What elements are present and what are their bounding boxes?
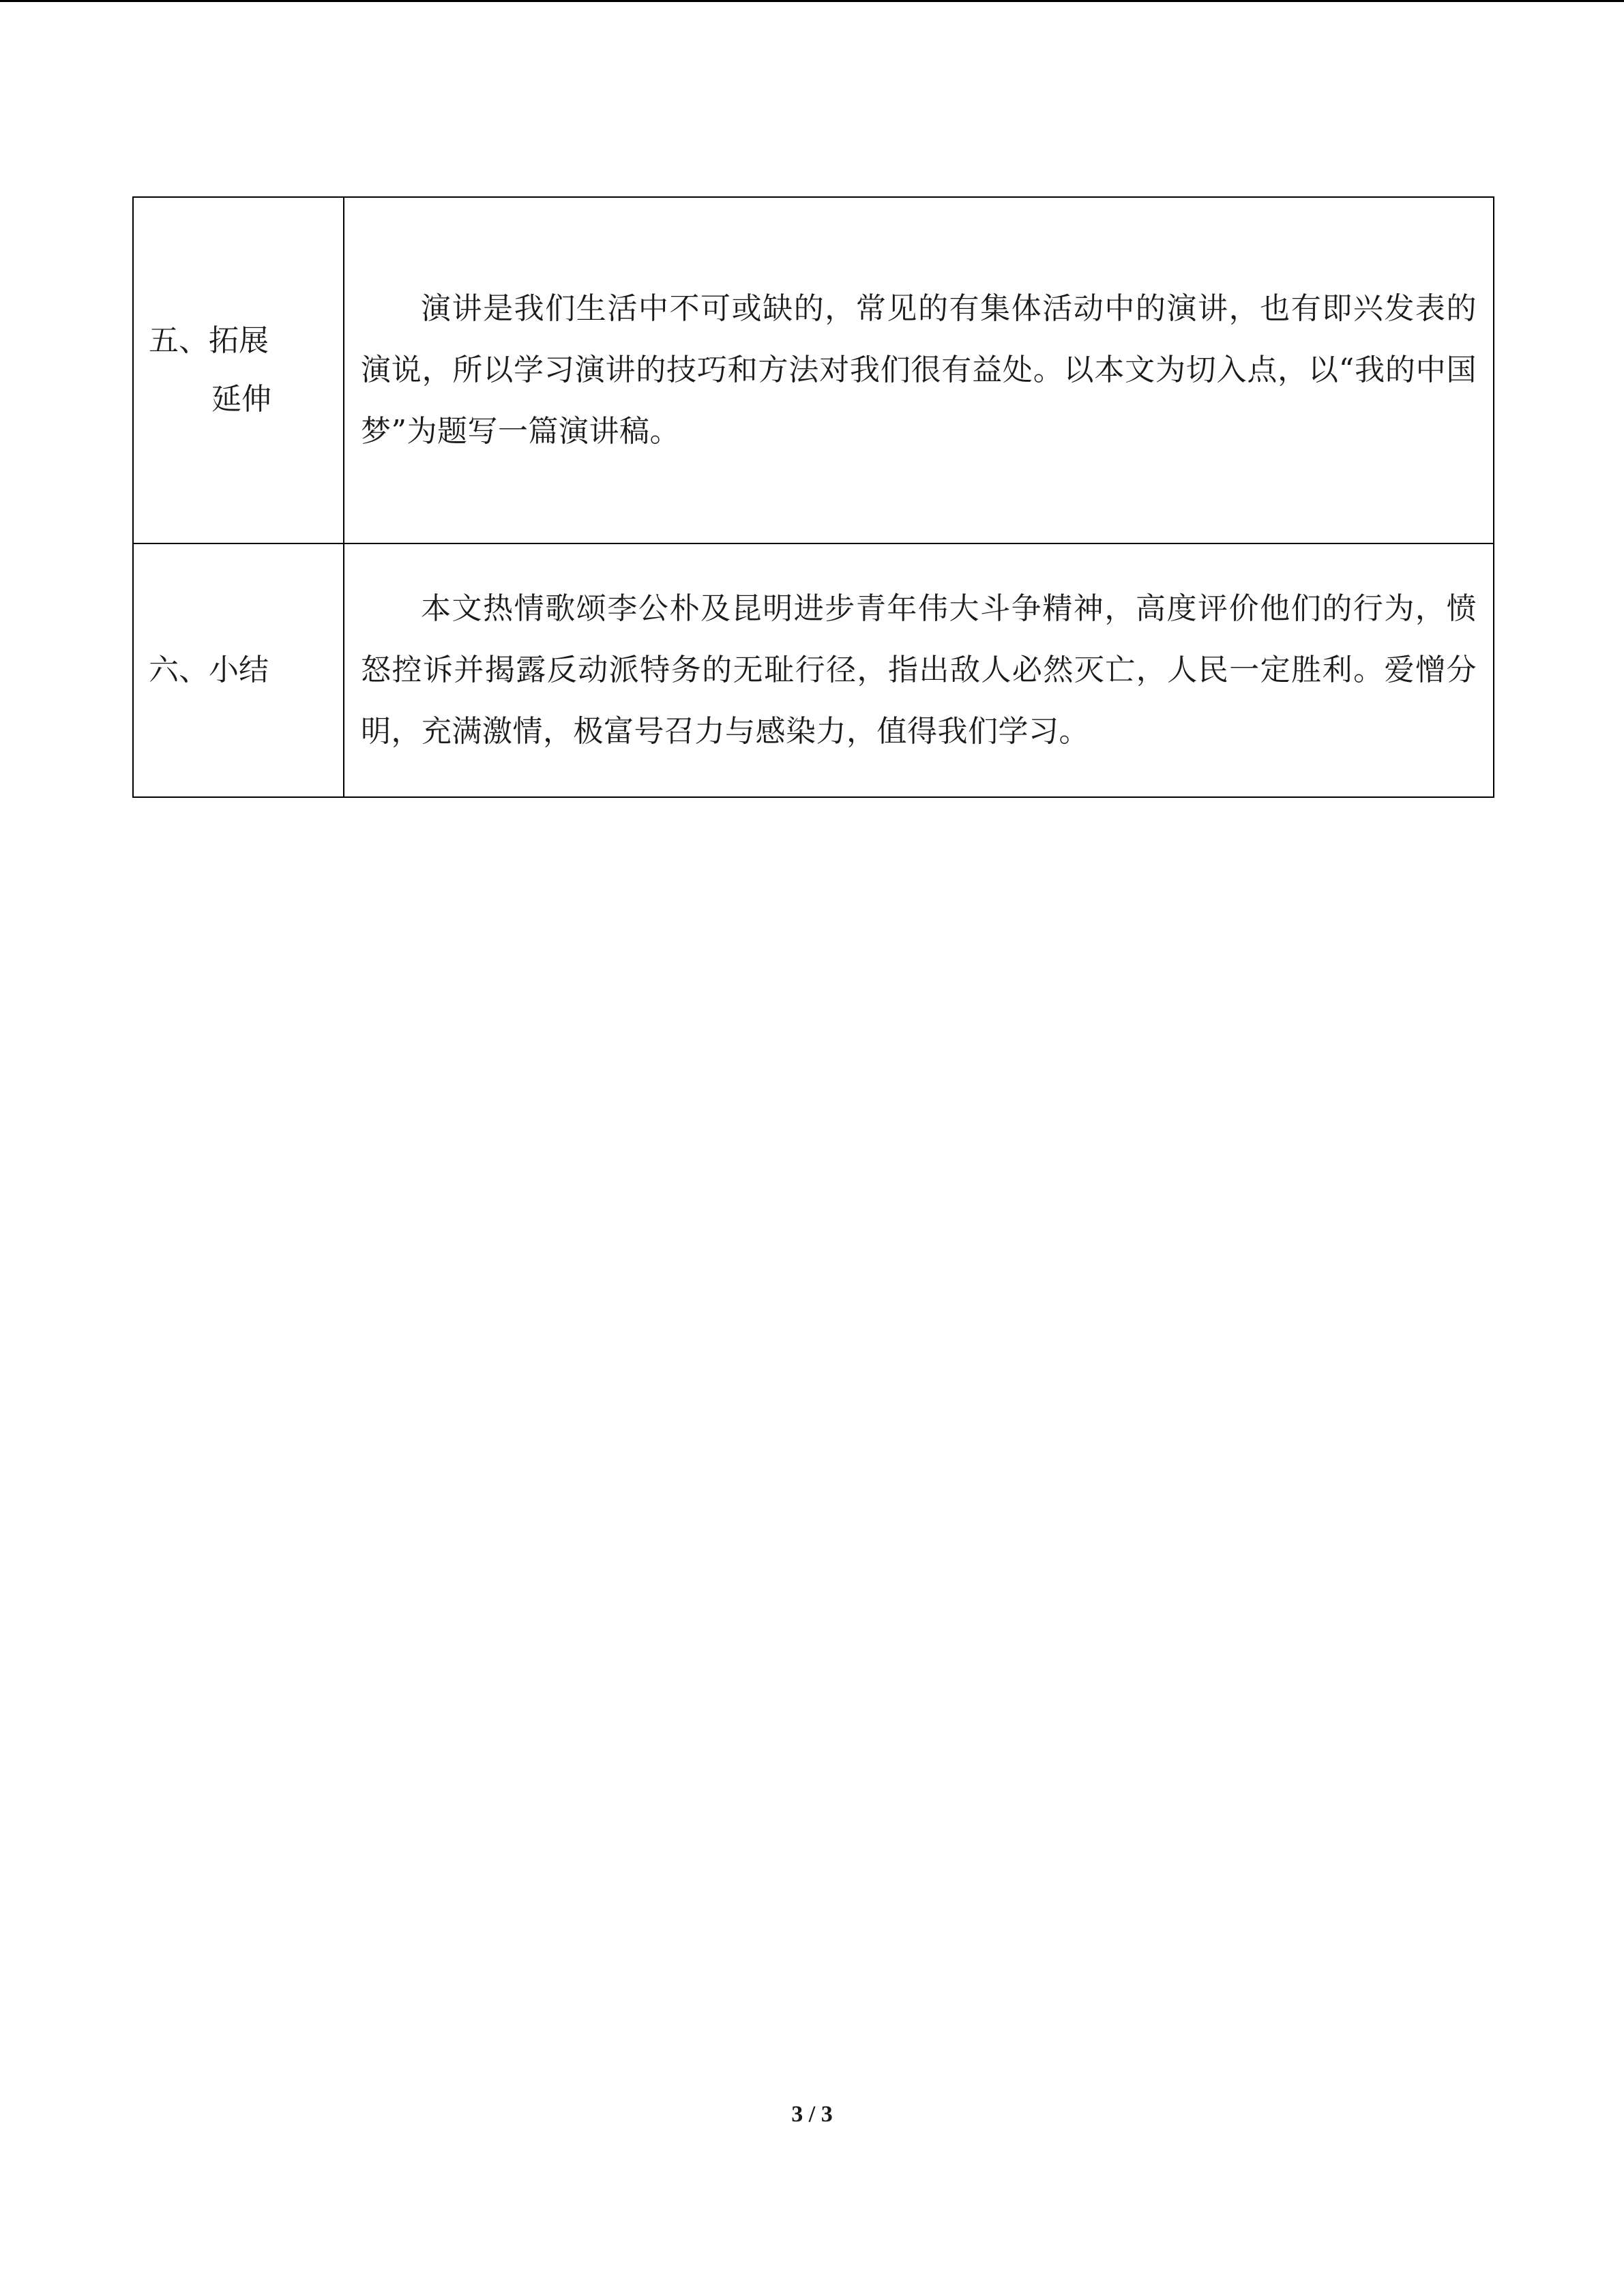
section-label-extension xyxy=(133,197,344,543)
table-row xyxy=(133,197,1494,543)
section-content-summary xyxy=(344,543,1494,797)
section-content-extension xyxy=(344,197,1494,543)
section-paragraph: 演讲是我们生活中不可或缺的，常见的有集体活动中的演讲，也有即兴发表的演说，所以学习演讲的技巧和方法对我们很有益处。以本文为切入点，以“我的中国梦”为题写一篇演讲稿。 xyxy=(361,291,1477,449)
top-border-line xyxy=(0,0,1624,2)
section-label-line2: 延伸 xyxy=(211,382,271,417)
page-number: 3 / 3 xyxy=(791,2102,833,2127)
section-paragraph: 本文热情歌颂李公朴及昆明进步青年伟大斗争精神，高度评价他们的行为，愤怒控诉并揭露反动派特务的无耻行径，指出敌人必然灭亡，人民一定胜利。爱憎分明，充满激情，极富号召力与感染力，值得我们学习。 xyxy=(361,591,1477,749)
section-label-line1: 五、拓展 xyxy=(149,323,269,358)
table-row xyxy=(133,543,1494,797)
section-label-line1: 六、小结 xyxy=(149,653,269,687)
lesson-plan-table xyxy=(132,196,1494,798)
section-label-summary xyxy=(133,543,344,797)
